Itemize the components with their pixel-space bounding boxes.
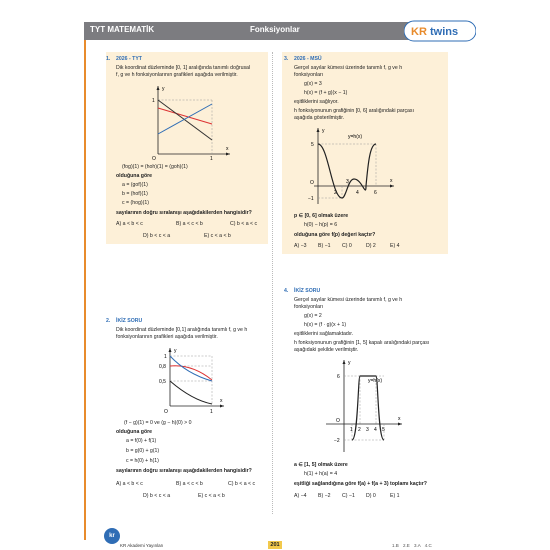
q4-graph-six: 6	[337, 374, 340, 380]
q2-text-1: Dik koordinat düzleminde [0,1] aralığında tanımlı f, g ve h	[116, 327, 248, 333]
page-number: 201	[268, 541, 282, 549]
q3-option-a[interactable]: A) −3	[294, 243, 307, 249]
q4-number: 4.	[284, 288, 289, 294]
q3-graph-origin: O	[310, 180, 314, 186]
q3-graph-four: 4	[356, 190, 359, 196]
q3-text-1: Gerçel sayılar kümesi üzerinde tanımlı f, g ve h	[294, 65, 403, 71]
q4-cond: a ∈ [1, 5] olmak üzere	[294, 462, 348, 468]
q3-graph	[304, 124, 400, 208]
q2-graph	[152, 344, 232, 416]
svg-text:KR: KR	[411, 26, 427, 38]
q4-source: İKİZ SORU	[294, 288, 321, 294]
q2-question: sayılarının doğru sıralanışı aşağıdakilerden hangisidir?	[116, 468, 252, 474]
subject-title: TYT MATEMATİK	[90, 25, 155, 34]
column-divider	[272, 52, 274, 514]
q4-graph	[318, 356, 408, 456]
q1-equation: (fog)(1) = (hoh)(1) = (goh)(1)	[122, 164, 188, 170]
q3-option-c[interactable]: C) 0	[342, 243, 352, 249]
q4-option-d[interactable]: D) 0	[366, 493, 376, 499]
q4-text2-1: h fonksiyonunun grafiğinin [1, 5] kapalı aralığındaki parçası	[294, 340, 430, 346]
publisher-logo-icon: kr	[104, 528, 120, 544]
q2-def-c: c = h(0) + h(1)	[126, 458, 159, 464]
q1-graph-x: x	[226, 146, 229, 152]
left-margin-line	[84, 40, 86, 540]
q2-graph-x: x	[220, 398, 223, 404]
q4-cond2: h(1) + h(a) = 4	[304, 471, 338, 477]
q1-def-b: b = (hof)(1)	[122, 191, 148, 197]
q4-sat: eşitliklerini sağlamaktadır.	[294, 331, 354, 337]
q4-option-b[interactable]: B) −2	[318, 493, 331, 499]
q1-option-b[interactable]: B) a < c < b	[176, 221, 203, 227]
q4-text-2: fonksiyonları	[294, 304, 324, 310]
q1-given: olduğuna göre	[116, 173, 153, 179]
q1-graph-origin: O	[152, 156, 156, 162]
q2-graph-t08: 0,8	[159, 364, 166, 370]
q4-text2-2: aşağıdaki şekilde verilmiştir.	[294, 347, 359, 353]
answer-key: 1.B 2.E 3.A 4.C	[392, 543, 432, 548]
q3-option-e[interactable]: E) 4	[390, 243, 400, 249]
q1-graph-one-x: 1	[210, 156, 213, 162]
q2-option-c[interactable]: C) b < a < c	[228, 481, 256, 487]
q1-number: 1.	[106, 56, 111, 62]
q3-graph-x: x	[390, 178, 393, 184]
q3-def-h: h(x) = (f + g)(x − 1)	[304, 90, 348, 96]
q2-graph-origin: O	[164, 409, 168, 415]
q2-option-e[interactable]: E) c < a < b	[198, 493, 225, 499]
q4-option-c[interactable]: C) −1	[342, 493, 355, 499]
q3-graph-two: 2	[334, 190, 337, 196]
q4-question: eşitliği sağlandığına göre f(a) + f(a + 3) toplamı kaçtır?	[294, 481, 427, 487]
q4-graph-minus2: −2	[334, 438, 340, 444]
q2-given: olduğuna göre	[116, 429, 153, 435]
q3-text2-2: aşağıda gösterilmiştir.	[294, 115, 345, 121]
q2-text-2: fonksiyonlarının grafikleri aşağıda verilmiştir.	[116, 334, 218, 340]
q3-graph-label: y=h(x)	[348, 134, 363, 140]
q4-graph-four: 4	[374, 427, 377, 433]
q3-graph-y: y	[322, 128, 325, 134]
q3-option-d[interactable]: D) 2	[366, 243, 376, 249]
q3-graph-three: 3	[346, 179, 349, 185]
q4-graph-label: y=h(x)	[368, 378, 383, 384]
q4-graph-x: x	[398, 416, 401, 422]
chapter-title: Fonksiyonlar	[250, 25, 300, 34]
q3-graph-five: 5	[311, 142, 314, 148]
q1-source: 2026 - TYT	[116, 56, 142, 62]
q4-graph-one: 1	[350, 427, 353, 433]
q4-def-g: g(x) = 2	[304, 313, 322, 319]
q2-def-a: a = f(0) + f(1)	[126, 438, 157, 444]
q2-graph-one-x: 1	[210, 409, 213, 415]
q3-sat: eşitliklerini sağlıyor.	[294, 99, 339, 105]
q2-option-b[interactable]: B) a < c < b	[176, 481, 203, 487]
kr-twins-logo	[404, 20, 476, 42]
q2-graph-y: y	[174, 348, 177, 354]
q2-graph-t1: 1	[164, 354, 167, 360]
q1-text-2: f, g ve h fonksiyonlarının grafikleri aşağıda verilmiştir.	[116, 72, 238, 78]
q4-option-e[interactable]: E) 1	[390, 493, 400, 499]
q1-option-e[interactable]: E) c < a < b	[204, 233, 231, 239]
q3-cond: p ∈ [0, 6] olmak üzere	[294, 213, 349, 219]
q3-text-2: fonksiyonları	[294, 72, 324, 78]
q4-option-a[interactable]: A) −4	[294, 493, 307, 499]
q1-graph-one-y: 1	[152, 98, 155, 104]
q1-option-a[interactable]: A) a < b < c	[116, 221, 143, 227]
q4-graph-three: 3	[366, 427, 369, 433]
q1-def-c: c = (hog)(1)	[122, 200, 149, 206]
q1-graph-y: y	[162, 86, 165, 92]
q3-def-g: g(x) = 3	[304, 81, 322, 87]
q2-source: İKİZ SORU	[116, 318, 143, 324]
q4-text-1: Gerçel sayılar kümesi üzerinde tanımlı f, g ve h	[294, 297, 403, 303]
q1-question: sayılarının doğru sıralanışı aşağıdakilerden hangisidir?	[116, 210, 252, 216]
q1-option-c[interactable]: C) b < a < c	[230, 221, 258, 227]
q2-equation: (f − g)(1) = 0 ve (g − h)(0) > 0	[124, 420, 192, 426]
svg-text:twins: twins	[430, 26, 459, 38]
q3-cond2: h(0) − h(p) = 6	[304, 222, 338, 228]
q3-number: 3.	[284, 56, 289, 62]
publisher-name: KR Akademi Yayınları	[120, 543, 164, 548]
q1-def-a: a = (gof)(1)	[122, 182, 148, 188]
q1-text-1: Dik koordinat düzleminde [0, 1] aralığında tanımlı doğrusal	[116, 65, 251, 71]
q2-option-a[interactable]: A) a < b < c	[116, 481, 143, 487]
q4-def-h: h(x) = (f · g)(x + 1)	[304, 322, 347, 328]
q3-question: olduğuna göre f(p) değeri kaçtır?	[294, 232, 376, 238]
q3-option-b[interactable]: B) −1	[318, 243, 331, 249]
q4-graph-origin: O	[336, 418, 340, 424]
q2-def-b: b = g(0) + g(1)	[126, 448, 160, 454]
q2-option-d[interactable]: D) b < c < a	[143, 493, 171, 499]
q4-graph-y: y	[348, 360, 351, 366]
q1-option-d[interactable]: D) b < c < a	[143, 233, 171, 239]
q1-graph	[146, 82, 236, 162]
q4-graph-five: 5	[382, 427, 385, 433]
q3-source: 2026 - MSÜ	[294, 56, 322, 62]
q2-number: 2.	[106, 318, 111, 324]
q3-graph-minus1: −1	[308, 196, 314, 202]
q3-graph-six: 6	[374, 190, 377, 196]
q3-text2-1: h fonksiyonunun grafiğinin [0, 6] aralığındaki parçası	[294, 108, 414, 114]
q4-graph-two: 2	[358, 427, 361, 433]
q2-graph-t05: 0,5	[159, 379, 166, 385]
